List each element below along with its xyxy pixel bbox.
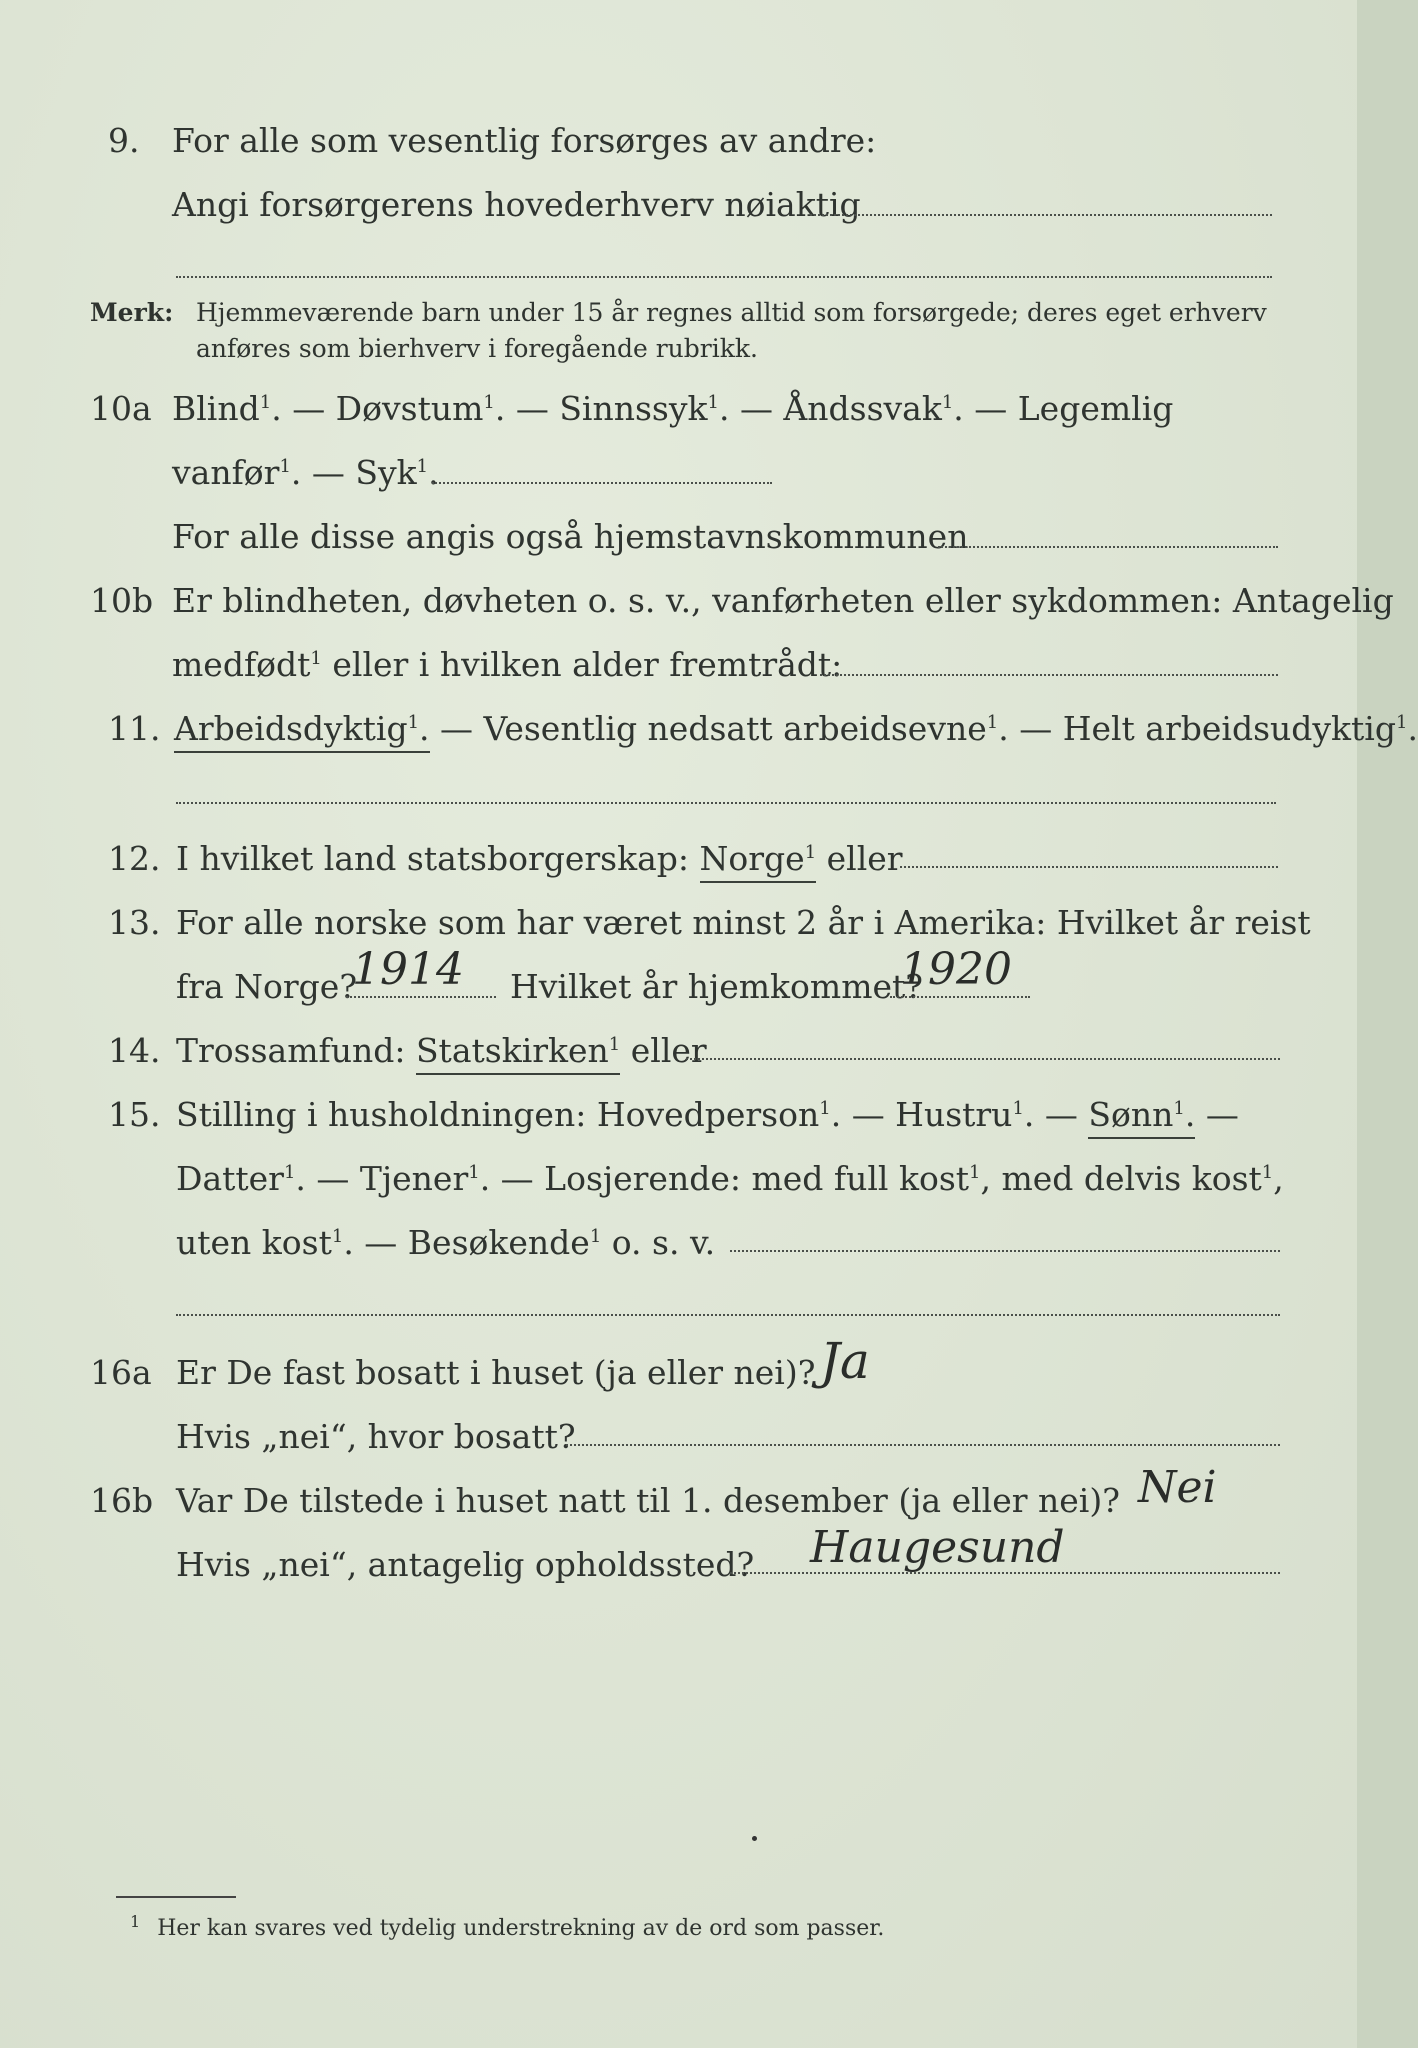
- q10a-answer-line: [938, 546, 1278, 548]
- q10b-answer-line: [820, 674, 1278, 676]
- q13-handwritten-year-reist: 1914: [352, 944, 464, 995]
- q16a-number: 16a: [90, 1353, 152, 1392]
- q14-number: 14.: [108, 1031, 161, 1070]
- option-vesentlig-nedsatt: — Vesentlig nedsatt arbeidsevne: [440, 709, 987, 748]
- option-uten-kost: uten kost: [176, 1223, 332, 1262]
- q16a-line2: Hvis „nei“, hvor bosatt?: [176, 1417, 576, 1456]
- q10a-number: 10a: [90, 389, 152, 428]
- option-dovstum: — Døvstum: [292, 389, 484, 428]
- q16b-answer-line: [730, 1572, 1280, 1574]
- option-delvis-kost: , med delvis kost: [980, 1159, 1262, 1198]
- option-statskirken: Statskirken$^1$: [416, 1031, 620, 1075]
- merk-line2: anføres som bierhverv i foregående rubrikk.: [196, 334, 758, 363]
- q11-number: 11.: [108, 709, 161, 748]
- q16b-handwritten-place: Haugesund: [810, 1522, 1065, 1573]
- footnote-rule: [116, 1896, 236, 1898]
- q13-reist-line: [346, 996, 496, 998]
- q12-answer-line: [900, 866, 1278, 868]
- q10b-line2: medfødt$^1$ eller i hvilken alder fremtrådt:: [172, 645, 843, 684]
- option-sinnssyk: — Sinnssyk: [515, 389, 708, 428]
- q13-fra-norge: fra Norge?: [176, 967, 358, 1006]
- q14-line: Trossamfund: Statskirken$^1$ eller: [176, 1034, 707, 1067]
- option-sonn: Sønn$^1$.: [1088, 1095, 1195, 1139]
- option-datter: Datter: [176, 1159, 284, 1198]
- merk-label: Merk:: [90, 298, 174, 327]
- q10b-number: 10b: [90, 581, 154, 620]
- q9-line1: For alle som vesentlig forsørges av andre:: [172, 121, 877, 160]
- q12-line: I hvilket land statsborgerskap: Norge$^1$ eller: [176, 842, 903, 875]
- q16b-line1: Var De tilstede i huset natt til 1. desember (ja eller nei)?: [176, 1481, 1120, 1520]
- option-legemlig: — Legemlig: [974, 389, 1174, 428]
- q9-number: 9.: [108, 121, 140, 160]
- q10b-line2-rest: eller i hvilken alder fremtrådt:: [332, 645, 843, 684]
- option-besokende: — Besøkende: [364, 1223, 590, 1262]
- q15-number: 15.: [108, 1095, 161, 1134]
- q16a-handwritten-answer: Ja: [820, 1332, 870, 1390]
- option-medfodt: medfødt: [172, 645, 311, 684]
- q16b-handwritten-answer: Nei: [1138, 1462, 1217, 1513]
- q14-eller: eller: [630, 1031, 707, 1070]
- option-tjener: — Tjener: [316, 1159, 469, 1198]
- merk-line1: Hjemmeværende barn under 15 år regnes alltid som forsørgede; deres eget erhverv: [196, 298, 1267, 327]
- q13-hjem-line: [890, 996, 1030, 998]
- q10a-line3: For alle disse angis også hjemstavnskommunen: [172, 517, 969, 556]
- q15-line1: Stilling i husholdningen: Hovedperson$^1$. — Hustru$^1$. — Sønn$^1$. —: [176, 1098, 1239, 1131]
- q16a-answer-line: [566, 1444, 1280, 1446]
- q15-answer-line-2: [176, 1314, 1280, 1316]
- option-hustru: — Hustru: [851, 1095, 1013, 1134]
- q16b-number: 16b: [90, 1481, 154, 1520]
- q9-answer-line: [810, 214, 1272, 216]
- q10a-line1: Blind$^1$. — Døvstum$^1$. — Sinnssyk$^1$. — Åndssvak$^1$. — Legemlig: [172, 389, 1174, 428]
- q13-handwritten-year-hjemkommet: 1920: [900, 944, 1012, 995]
- q12-number: 12.: [108, 839, 161, 878]
- q13-number: 13.: [108, 903, 161, 942]
- q16b-line2: Hvis „nei“, antagelig opholdssted?: [176, 1545, 755, 1584]
- q10a-line2: vanfør$^1$. — Syk$^1$.: [172, 453, 439, 492]
- q11-line1: Arbeidsdyktig$^1$. — Vesentlig nedsatt arbeidsevne$^1$. — Helt arbeidsudyktig$^1$.: [174, 712, 1418, 745]
- q9-answer-line-2: [176, 276, 1272, 278]
- option-hovedperson: Stilling i husholdningen: Hovedperson: [176, 1095, 820, 1134]
- q13-line1: For alle norske som har været minst 2 år i Amerika: Hvilket år reist: [176, 903, 1311, 942]
- q10a-syk-line: [432, 482, 772, 484]
- q15-line3: uten kost$^1$. — Besøkende$^1$ o. s. v.: [176, 1223, 716, 1262]
- q13-hjemkommet: Hvilket år hjemkommet?: [510, 967, 923, 1006]
- option-syk: — Syk: [311, 453, 417, 492]
- q12-eller: eller: [826, 839, 903, 878]
- q15-answer-line: [730, 1250, 1280, 1252]
- footnote: $^1$ Her kan svares ved tydelig understrekning av de ord som passer.: [130, 1912, 885, 1942]
- option-arbeidsdyktig: Arbeidsdyktig$^1$.: [174, 709, 430, 753]
- q14-answer-line: [686, 1058, 1280, 1060]
- q10b-line1: Er blindheten, døvheten o. s. v., vanførheten eller sykdommen: Antagelig: [172, 581, 1394, 620]
- ink-dot: [752, 1836, 757, 1841]
- q15-line2: Datter$^1$. — Tjener$^1$. — Losjerende: med full kost$^1$, med delvis kost$^1$,: [176, 1159, 1284, 1198]
- q9-line2: Angi forsørgerens hovederhverv nøiaktig: [172, 185, 861, 224]
- option-full-kost: — Losjerende: med full kost: [500, 1159, 970, 1198]
- option-helt-arbeidsudyktig: — Helt arbeidsudyktig: [1019, 709, 1396, 748]
- option-norge: Norge$^1$: [700, 839, 817, 883]
- option-blind: Blind: [172, 389, 260, 428]
- option-vanfor: vanfør: [172, 453, 280, 492]
- q11-answer-line: [176, 802, 1276, 804]
- option-andssvak: — Åndssvak: [739, 389, 942, 428]
- q16a-line1: Er De fast bosatt i huset (ja eller nei)?: [176, 1353, 816, 1392]
